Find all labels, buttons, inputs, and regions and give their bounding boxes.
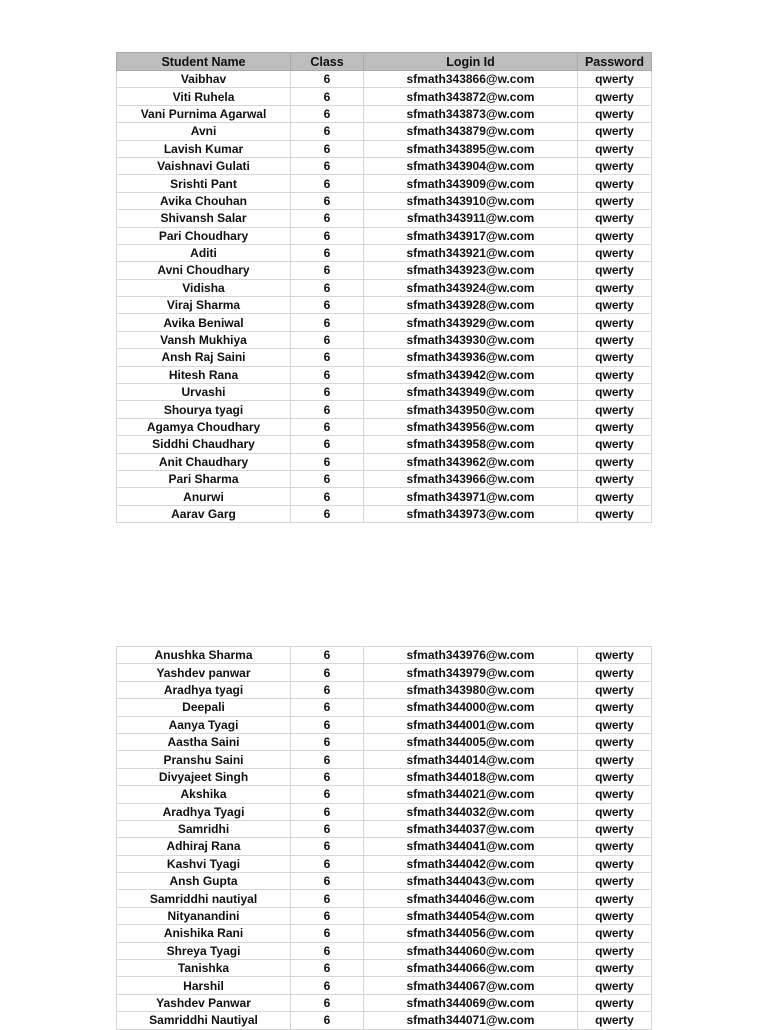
student-name-cell: Viti Ruhela: [117, 88, 291, 105]
password-cell: qwerty: [578, 647, 652, 664]
password-cell: qwerty: [578, 227, 652, 244]
password-cell: qwerty: [578, 331, 652, 348]
table-row: [117, 366, 652, 383]
table-row: [117, 227, 652, 244]
student-table-2: [116, 646, 652, 1030]
login-id-cell: sfmath343904@w.com: [364, 157, 578, 174]
table-row: [117, 175, 652, 192]
login-id-cell: sfmath344066@w.com: [364, 960, 578, 977]
student-name-cell: Yashdev Panwar: [117, 994, 291, 1011]
table-row: [117, 349, 652, 366]
table-row: [117, 384, 652, 401]
student-name-cell: Shivansh Salar: [117, 210, 291, 227]
login-id-cell: sfmath343973@w.com: [364, 505, 578, 522]
header-student-name: Student Name: [117, 53, 291, 71]
class-cell: 6: [291, 977, 364, 994]
table-row: [117, 664, 652, 681]
student-table-1: [116, 52, 652, 523]
class-cell: 6: [291, 681, 364, 698]
class-cell: 6: [291, 244, 364, 261]
header-password: Password: [578, 53, 652, 71]
class-cell: 6: [291, 820, 364, 837]
student-name-cell: Vaishnavi Gulati: [117, 157, 291, 174]
student-name-cell: Samriddhi Nautiyal: [117, 1012, 291, 1029]
class-cell: 6: [291, 488, 364, 505]
login-id-cell: sfmath343873@w.com: [364, 105, 578, 122]
table-row: [117, 140, 652, 157]
password-cell: qwerty: [578, 664, 652, 681]
login-id-cell: sfmath344037@w.com: [364, 820, 578, 837]
password-cell: qwerty: [578, 244, 652, 261]
table-row: [117, 768, 652, 785]
login-id-cell: sfmath343930@w.com: [364, 331, 578, 348]
login-id-cell: sfmath344042@w.com: [364, 855, 578, 872]
login-id-cell: sfmath343962@w.com: [364, 453, 578, 470]
table-row: [117, 803, 652, 820]
student-name-cell: Samridhi: [117, 820, 291, 837]
password-cell: qwerty: [578, 890, 652, 907]
table-row: [117, 436, 652, 453]
table-row: [117, 699, 652, 716]
login-id-cell: sfmath343956@w.com: [364, 418, 578, 435]
student-name-cell: Avika Beniwal: [117, 314, 291, 331]
class-cell: 6: [291, 71, 364, 88]
password-cell: qwerty: [578, 157, 652, 174]
class-cell: 6: [291, 699, 364, 716]
table-row: [117, 88, 652, 105]
password-cell: qwerty: [578, 349, 652, 366]
login-id-cell: sfmath343924@w.com: [364, 279, 578, 296]
password-cell: qwerty: [578, 873, 652, 890]
student-name-cell: Akshika: [117, 786, 291, 803]
table-row: [117, 157, 652, 174]
password-cell: qwerty: [578, 1012, 652, 1029]
password-cell: qwerty: [578, 803, 652, 820]
class-cell: 6: [291, 418, 364, 435]
password-cell: qwerty: [578, 192, 652, 209]
student-name-cell: Siddhi Chaudhary: [117, 436, 291, 453]
student-name-cell: Yashdev panwar: [117, 664, 291, 681]
class-cell: 6: [291, 384, 364, 401]
table-row: [117, 925, 652, 942]
login-id-cell: sfmath343879@w.com: [364, 123, 578, 140]
student-name-cell: Shreya Tyagi: [117, 942, 291, 959]
login-id-cell: sfmath343928@w.com: [364, 297, 578, 314]
student-name-cell: Viraj Sharma: [117, 297, 291, 314]
table-row: [117, 244, 652, 261]
class-cell: 6: [291, 401, 364, 418]
login-id-cell: sfmath344043@w.com: [364, 873, 578, 890]
login-id-cell: sfmath344001@w.com: [364, 716, 578, 733]
student-name-cell: Divyajeet Singh: [117, 768, 291, 785]
class-cell: 6: [291, 470, 364, 487]
table-row: [117, 123, 652, 140]
login-id-cell: sfmath343921@w.com: [364, 244, 578, 261]
login-id-cell: sfmath343923@w.com: [364, 262, 578, 279]
login-id-cell: sfmath344014@w.com: [364, 751, 578, 768]
password-cell: qwerty: [578, 977, 652, 994]
login-id-cell: sfmath343929@w.com: [364, 314, 578, 331]
login-id-cell: sfmath343895@w.com: [364, 140, 578, 157]
password-cell: qwerty: [578, 942, 652, 959]
login-id-cell: sfmath343872@w.com: [364, 88, 578, 105]
login-id-cell: sfmath344056@w.com: [364, 925, 578, 942]
class-cell: 6: [291, 838, 364, 855]
student-name-cell: Anushka Sharma: [117, 647, 291, 664]
table-row: [117, 262, 652, 279]
login-id-cell: sfmath343909@w.com: [364, 175, 578, 192]
password-cell: qwerty: [578, 786, 652, 803]
table-row: [117, 314, 652, 331]
class-cell: 6: [291, 716, 364, 733]
login-id-cell: sfmath343958@w.com: [364, 436, 578, 453]
student-name-cell: Avika Chouhan: [117, 192, 291, 209]
student-name-cell: Vani Purnima Agarwal: [117, 105, 291, 122]
login-id-cell: sfmath343949@w.com: [364, 384, 578, 401]
class-cell: 6: [291, 960, 364, 977]
student-name-cell: Aanya Tyagi: [117, 716, 291, 733]
class-cell: 6: [291, 157, 364, 174]
class-cell: 6: [291, 140, 364, 157]
password-cell: qwerty: [578, 994, 652, 1011]
password-cell: qwerty: [578, 768, 652, 785]
table-row: [117, 105, 652, 122]
password-cell: qwerty: [578, 488, 652, 505]
class-cell: 6: [291, 647, 364, 664]
table-row: [117, 960, 652, 977]
password-cell: qwerty: [578, 453, 652, 470]
login-id-cell: sfmath343976@w.com: [364, 647, 578, 664]
password-cell: qwerty: [578, 279, 652, 296]
login-id-cell: sfmath344021@w.com: [364, 786, 578, 803]
class-cell: 6: [291, 925, 364, 942]
table-row: [117, 977, 652, 994]
login-id-cell: sfmath343950@w.com: [364, 401, 578, 418]
login-id-cell: sfmath343866@w.com: [364, 71, 578, 88]
student-name-cell: Kashvi Tyagi: [117, 855, 291, 872]
class-cell: 6: [291, 803, 364, 820]
table-row: [117, 681, 652, 698]
login-id-cell: sfmath344060@w.com: [364, 942, 578, 959]
student-name-cell: Deepali: [117, 699, 291, 716]
password-cell: qwerty: [578, 210, 652, 227]
login-id-cell: sfmath343979@w.com: [364, 664, 578, 681]
table-row: [117, 470, 652, 487]
header-class: Class: [291, 53, 364, 71]
header-row: [117, 53, 652, 71]
student-name-cell: Pranshu Saini: [117, 751, 291, 768]
student-name-cell: Hitesh Rana: [117, 366, 291, 383]
student-name-cell: Lavish Kumar: [117, 140, 291, 157]
table-row: [117, 647, 652, 664]
table-row: [117, 838, 652, 855]
table-row: [117, 820, 652, 837]
login-id-cell: sfmath344067@w.com: [364, 977, 578, 994]
student-name-cell: Pari Choudhary: [117, 227, 291, 244]
student-name-cell: Ansh Gupta: [117, 873, 291, 890]
class-cell: 6: [291, 873, 364, 890]
table-row: [117, 71, 652, 88]
class-cell: 6: [291, 855, 364, 872]
password-cell: qwerty: [578, 314, 652, 331]
student-name-cell: Aradhya Tyagi: [117, 803, 291, 820]
class-cell: 6: [291, 123, 364, 140]
table-row: [117, 716, 652, 733]
login-id-cell: sfmath344041@w.com: [364, 838, 578, 855]
student-name-cell: Harshil: [117, 977, 291, 994]
table-row: [117, 453, 652, 470]
class-cell: 6: [291, 105, 364, 122]
table-row: [117, 401, 652, 418]
student-name-cell: Agamya Choudhary: [117, 418, 291, 435]
class-cell: 6: [291, 227, 364, 244]
class-cell: 6: [291, 279, 364, 296]
login-id-cell: sfmath343942@w.com: [364, 366, 578, 383]
class-cell: 6: [291, 210, 364, 227]
student-name-cell: Aditi: [117, 244, 291, 261]
password-cell: qwerty: [578, 751, 652, 768]
login-id-cell: sfmath343980@w.com: [364, 681, 578, 698]
table-row: [117, 1012, 652, 1029]
table-row: [117, 297, 652, 314]
student-name-cell: Adhiraj Rana: [117, 838, 291, 855]
password-cell: qwerty: [578, 907, 652, 924]
class-cell: 6: [291, 366, 364, 383]
table-row: [117, 488, 652, 505]
class-cell: 6: [291, 768, 364, 785]
login-id-cell: sfmath343966@w.com: [364, 470, 578, 487]
class-cell: 6: [291, 994, 364, 1011]
student-name-cell: Anishika Rani: [117, 925, 291, 942]
student-name-cell: Vansh Mukhiya: [117, 331, 291, 348]
student-name-cell: Srishti Pant: [117, 175, 291, 192]
password-cell: qwerty: [578, 470, 652, 487]
password-cell: qwerty: [578, 820, 652, 837]
password-cell: qwerty: [578, 733, 652, 750]
password-cell: qwerty: [578, 140, 652, 157]
table-row: [117, 733, 652, 750]
class-cell: 6: [291, 88, 364, 105]
class-cell: 6: [291, 192, 364, 209]
class-cell: 6: [291, 314, 364, 331]
login-id-cell: sfmath343910@w.com: [364, 192, 578, 209]
password-cell: qwerty: [578, 88, 652, 105]
login-id-cell: sfmath344071@w.com: [364, 1012, 578, 1029]
password-cell: qwerty: [578, 297, 652, 314]
student-name-cell: Shourya tyagi: [117, 401, 291, 418]
table-row: [117, 855, 652, 872]
class-cell: 6: [291, 786, 364, 803]
login-id-cell: sfmath344018@w.com: [364, 768, 578, 785]
password-cell: qwerty: [578, 855, 652, 872]
password-cell: qwerty: [578, 105, 652, 122]
login-id-cell: sfmath343971@w.com: [364, 488, 578, 505]
student-name-cell: Avni Choudhary: [117, 262, 291, 279]
table-row: [117, 210, 652, 227]
class-cell: 6: [291, 942, 364, 959]
table-row: [117, 873, 652, 890]
class-cell: 6: [291, 890, 364, 907]
login-id-cell: sfmath344005@w.com: [364, 733, 578, 750]
table-row: [117, 751, 652, 768]
student-name-cell: Urvashi: [117, 384, 291, 401]
table-row: [117, 942, 652, 959]
password-cell: qwerty: [578, 401, 652, 418]
password-cell: qwerty: [578, 838, 652, 855]
password-cell: qwerty: [578, 418, 652, 435]
student-name-cell: Ansh Raj Saini: [117, 349, 291, 366]
login-id-cell: sfmath343911@w.com: [364, 210, 578, 227]
class-cell: 6: [291, 664, 364, 681]
student-name-cell: Anurwi: [117, 488, 291, 505]
password-cell: qwerty: [578, 123, 652, 140]
login-id-cell: sfmath343917@w.com: [364, 227, 578, 244]
table-row: [117, 418, 652, 435]
student-name-cell: Samriddhi nautiyal: [117, 890, 291, 907]
login-id-cell: sfmath344000@w.com: [364, 699, 578, 716]
student-name-cell: Aastha Saini: [117, 733, 291, 750]
login-id-cell: sfmath344054@w.com: [364, 907, 578, 924]
password-cell: qwerty: [578, 716, 652, 733]
login-id-cell: sfmath344069@w.com: [364, 994, 578, 1011]
password-cell: qwerty: [578, 960, 652, 977]
class-cell: 6: [291, 262, 364, 279]
password-cell: qwerty: [578, 175, 652, 192]
table-row: [117, 907, 652, 924]
password-cell: qwerty: [578, 925, 652, 942]
table-row: [117, 994, 652, 1011]
class-cell: 6: [291, 505, 364, 522]
login-id-cell: sfmath344032@w.com: [364, 803, 578, 820]
class-cell: 6: [291, 453, 364, 470]
class-cell: 6: [291, 1012, 364, 1029]
student-name-cell: Nityanandini: [117, 907, 291, 924]
password-cell: qwerty: [578, 366, 652, 383]
student-name-cell: Anit Chaudhary: [117, 453, 291, 470]
password-cell: qwerty: [578, 699, 652, 716]
student-name-cell: Pari Sharma: [117, 470, 291, 487]
student-name-cell: Avni: [117, 123, 291, 140]
table-row: [117, 279, 652, 296]
header-login-id: Login Id: [364, 53, 578, 71]
student-name-cell: Vidisha: [117, 279, 291, 296]
student-name-cell: Tanishka: [117, 960, 291, 977]
table-row: [117, 505, 652, 522]
student-name-cell: Vaibhav: [117, 71, 291, 88]
class-cell: 6: [291, 349, 364, 366]
class-cell: 6: [291, 297, 364, 314]
class-cell: 6: [291, 331, 364, 348]
student-name-cell: Aradhya tyagi: [117, 681, 291, 698]
class-cell: 6: [291, 175, 364, 192]
password-cell: qwerty: [578, 436, 652, 453]
table-row: [117, 890, 652, 907]
password-cell: qwerty: [578, 681, 652, 698]
class-cell: 6: [291, 907, 364, 924]
table-row: [117, 786, 652, 803]
password-cell: qwerty: [578, 262, 652, 279]
password-cell: qwerty: [578, 505, 652, 522]
class-cell: 6: [291, 751, 364, 768]
password-cell: qwerty: [578, 71, 652, 88]
login-id-cell: sfmath344046@w.com: [364, 890, 578, 907]
table-row: [117, 331, 652, 348]
table-row: [117, 192, 652, 209]
class-cell: 6: [291, 436, 364, 453]
student-name-cell: Aarav Garg: [117, 505, 291, 522]
login-id-cell: sfmath343936@w.com: [364, 349, 578, 366]
password-cell: qwerty: [578, 384, 652, 401]
class-cell: 6: [291, 733, 364, 750]
